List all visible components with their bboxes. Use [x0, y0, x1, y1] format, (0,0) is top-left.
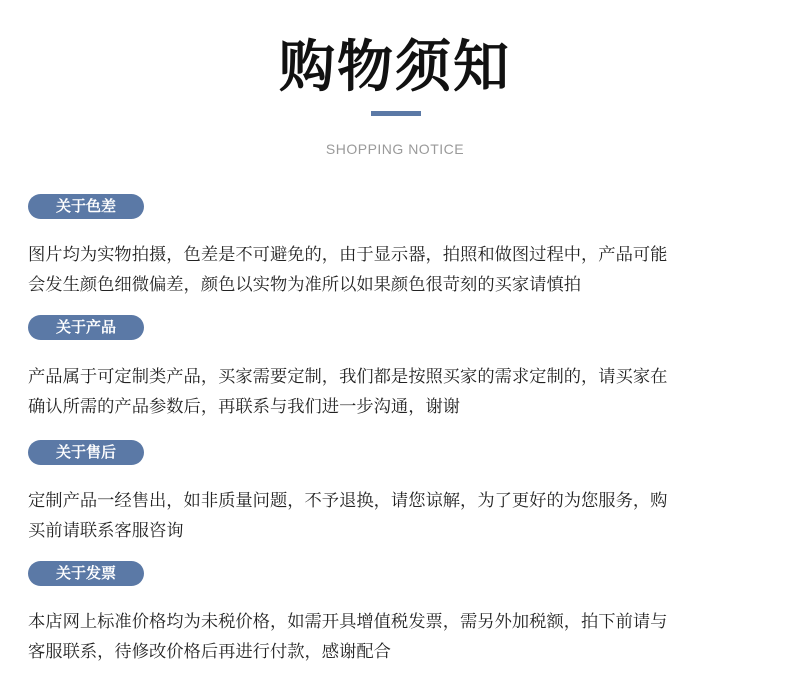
section-label-color-difference: 关于色差	[28, 194, 144, 219]
section-label-after-sales: 关于售后	[28, 440, 144, 465]
text-line: 产品属于可定制类产品，买家需要定制，我们都是按照买家的需求定制的，请买家在	[28, 367, 668, 387]
section-label-invoice: 关于发票	[28, 561, 144, 586]
text-line: 会发生颜色细微偏差，颜色以实物为准所以如果颜色很苛刻的买家请慎拍	[28, 275, 582, 295]
page-title: 购物须知	[279, 35, 511, 100]
section-text-after-sales	[28, 486, 768, 546]
title-underline	[371, 111, 421, 116]
text-line: 图片均为实物拍摄，色差是不可避免的，由于显示器，拍照和做图过程中，产品可能	[28, 245, 668, 265]
text-line: 本店网上标准价格均为未税价格，如需开具增值税发票，需另外加税额，拍下前请与	[28, 612, 668, 632]
section-text-color-difference	[28, 240, 768, 300]
section-text-invoice	[28, 607, 768, 667]
page-subtitle: SHOPPING NOTICE	[325, 141, 465, 157]
text-line: 确认所需的产品参数后，再联系与我们进一步沟通，谢谢	[28, 397, 461, 417]
text-line: 定制产品一经售出，如非质量问题，不予退换，请您谅解，为了更好的为您服务，购	[28, 491, 668, 511]
text-line: 买前请联系客服咨询	[28, 521, 184, 541]
section-text-product	[28, 362, 768, 422]
section-label-product: 关于产品	[28, 315, 144, 340]
text-line: 客服联系，待修改价格后再进行付款，感谢配合	[28, 642, 391, 662]
